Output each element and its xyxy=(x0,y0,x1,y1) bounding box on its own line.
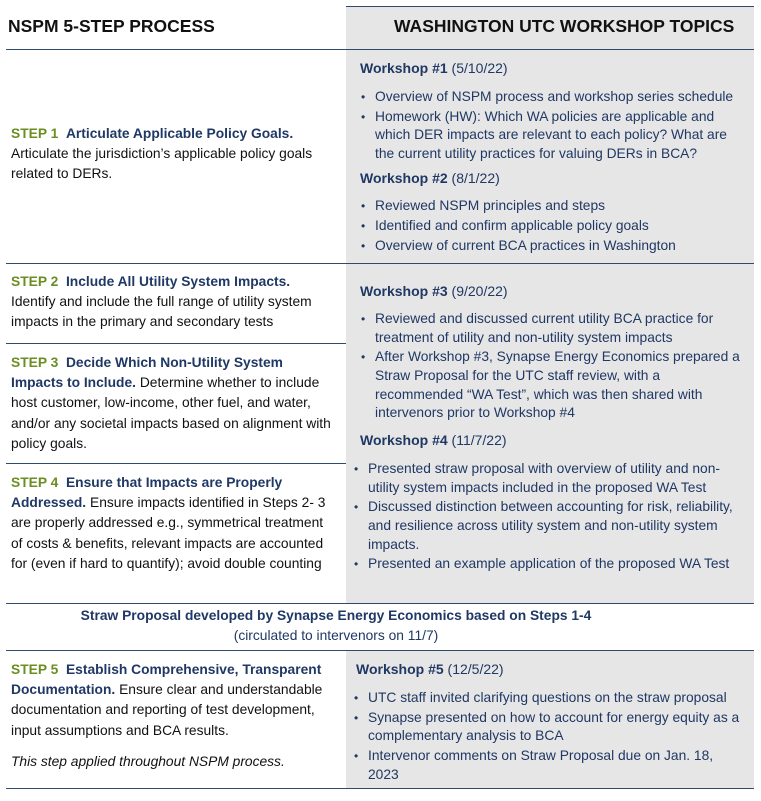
step-4 xyxy=(11,473,336,574)
workshop-1-heading xyxy=(360,60,508,76)
step-5-label: STEP 5 xyxy=(11,662,59,677)
list-item: • Discussed distinction between accounting for risk, reliability, and resilience across utility system and non-utility system impacts. xyxy=(354,499,733,552)
workshop-2-date: (8/1/22) xyxy=(451,170,500,186)
step-1-text: Articulate the jurisdiction’s applicable policy goals related to DERs. xyxy=(11,146,313,182)
step-3 xyxy=(11,353,336,454)
workshop-2-title: Workshop #2 xyxy=(360,170,448,186)
bullet-icon: • xyxy=(354,710,359,725)
workshop-5-heading xyxy=(356,661,504,677)
rule-step1-bottom xyxy=(6,263,754,264)
list-item: • Presented an example application of the proposed WA Test xyxy=(354,555,746,574)
workshop-1-list xyxy=(361,88,744,165)
list-item: • Identified and confirm applicable policy goals xyxy=(361,217,744,236)
workshop-1-date: (5/10/22) xyxy=(451,60,508,76)
bullet-icon: • xyxy=(354,462,359,476)
rule-step4-bottom xyxy=(6,603,754,604)
step-5 xyxy=(11,660,336,741)
rule-bottom xyxy=(6,788,754,789)
bullet-icon: • xyxy=(361,109,366,124)
bullet-icon: • xyxy=(354,500,359,515)
rule-header-bottom xyxy=(6,49,754,50)
step-5-title: Establish Comprehensive, Transparent Documentation. xyxy=(11,662,322,698)
workshop-3-list xyxy=(361,310,744,424)
bullet-icon: • xyxy=(361,312,366,326)
step-2-label: STEP 2 xyxy=(11,274,59,289)
workshop-2-heading xyxy=(360,170,500,186)
workshop-4-heading xyxy=(360,432,507,448)
workshop-1-title: Workshop #1 xyxy=(360,60,448,76)
list-item: • Presented straw proposal with overview of utility and non-utility system impacts included in the proposed WA Test xyxy=(354,461,720,495)
step-2 xyxy=(11,272,336,333)
step-1-title: Articulate Applicable Policy Goals. xyxy=(65,126,294,141)
workshop-2-list xyxy=(361,197,744,256)
step-4-text: Ensure impacts identified in Steps 2- 3 are properly addressed e.g., symmetrical treatment of costs & benefits, relevant impacts are accounted for (even if hard to quantify); avoid double counting xyxy=(11,495,326,571)
list-item: • Homework (HW): Which WA policies are applicable and which DER impacts are relevant to each policy? What are the current utility practices for valuing DERs in BCA? xyxy=(361,108,727,161)
step-5-note: This step applied throughout NSPM process. xyxy=(11,754,285,769)
step-2-text: Identify and include the full range of utility system impacts in the primary and secondary tests xyxy=(11,294,312,330)
list-item: • After Workshop #3, Synapse Energy Economics prepared a Straw Proposal for the UTC staff review, with a recommended “WA Test”, which was then shared with intervenors prior to Workshop #4 xyxy=(361,349,740,421)
list-item: • Reviewed and discussed current utility BCA practice for treatment of utility and non-utility system impacts xyxy=(361,311,714,345)
workshop-4-title: Workshop #4 xyxy=(360,432,448,448)
workshop-4-date: (11/7/22) xyxy=(451,432,507,448)
step-1 xyxy=(11,124,336,185)
bullet-icon: • xyxy=(354,557,359,572)
list-item: • Synapse presented on how to account for energy equity as a complementary analysis to BCA xyxy=(354,709,740,744)
step-3-label: STEP 3 xyxy=(11,355,59,370)
step-3-title: Decide Which Non-Utility System Impacts to Include. xyxy=(11,355,283,391)
list-item: • UTC staff invited clarifying questions on the straw proposal xyxy=(354,689,746,708)
list-item: • Reviewed NSPM principles and steps xyxy=(361,197,744,216)
step-4-label: STEP 4 xyxy=(11,475,59,490)
step-4-title: Ensure that Impacts are Properly Addressed. xyxy=(11,475,283,511)
bullet-icon: • xyxy=(354,691,359,705)
step-3-text: Determine whether to include host customer, low-income, other fuel, and water, and/or any societal impacts based on alignment with policy goals. xyxy=(11,375,331,451)
bullet-icon: • xyxy=(354,749,359,764)
rule-step3-bottom xyxy=(6,463,346,464)
workshop-5-date: (12/5/22) xyxy=(447,661,504,677)
bullet-icon: • xyxy=(361,218,366,233)
right-column-title: WASHINGTON UTC WORKSHOP TOPICS xyxy=(394,16,735,36)
workshop-3-heading xyxy=(360,283,508,299)
workshop-3-title: Workshop #3 xyxy=(360,283,448,299)
rule-step2-bottom xyxy=(6,343,346,344)
bullet-icon: • xyxy=(361,199,366,213)
rule-straw-bottom xyxy=(6,650,754,651)
list-item: • Intervenor comments on Straw Proposal due on Jan. 18, 2023 xyxy=(354,748,714,782)
left-column-title: NSPM 5-STEP PROCESS xyxy=(8,16,215,36)
bullet-icon: • xyxy=(361,238,366,253)
step-5-text: Ensure clear and understandable documentation and reporting of test development, input assumptions and BCA results. xyxy=(11,682,323,738)
list-item: • Overview of NSPM process and workshop series schedule xyxy=(361,88,744,107)
straw-proposal-line-1: Straw Proposal developed by Synapse Energy Economics based on Steps 1-4 xyxy=(80,608,592,623)
bullet-icon: • xyxy=(361,350,366,365)
bullet-icon: • xyxy=(361,90,366,104)
workshop-4-list xyxy=(354,460,746,575)
rule-top xyxy=(346,6,754,7)
workshop-5-title: Workshop #5 xyxy=(356,661,444,677)
workshop-3-date: (9/20/22) xyxy=(451,283,508,299)
workshop-5-list xyxy=(354,689,746,786)
list-item: • Overview of current BCA practices in Washington xyxy=(361,237,744,256)
step-1-label: STEP 1 xyxy=(11,126,59,141)
straw-proposal-line-2: (circulated to intervenors on 11/7) xyxy=(233,628,439,643)
step-2-title: Include All Utility System Impacts. xyxy=(65,274,291,289)
